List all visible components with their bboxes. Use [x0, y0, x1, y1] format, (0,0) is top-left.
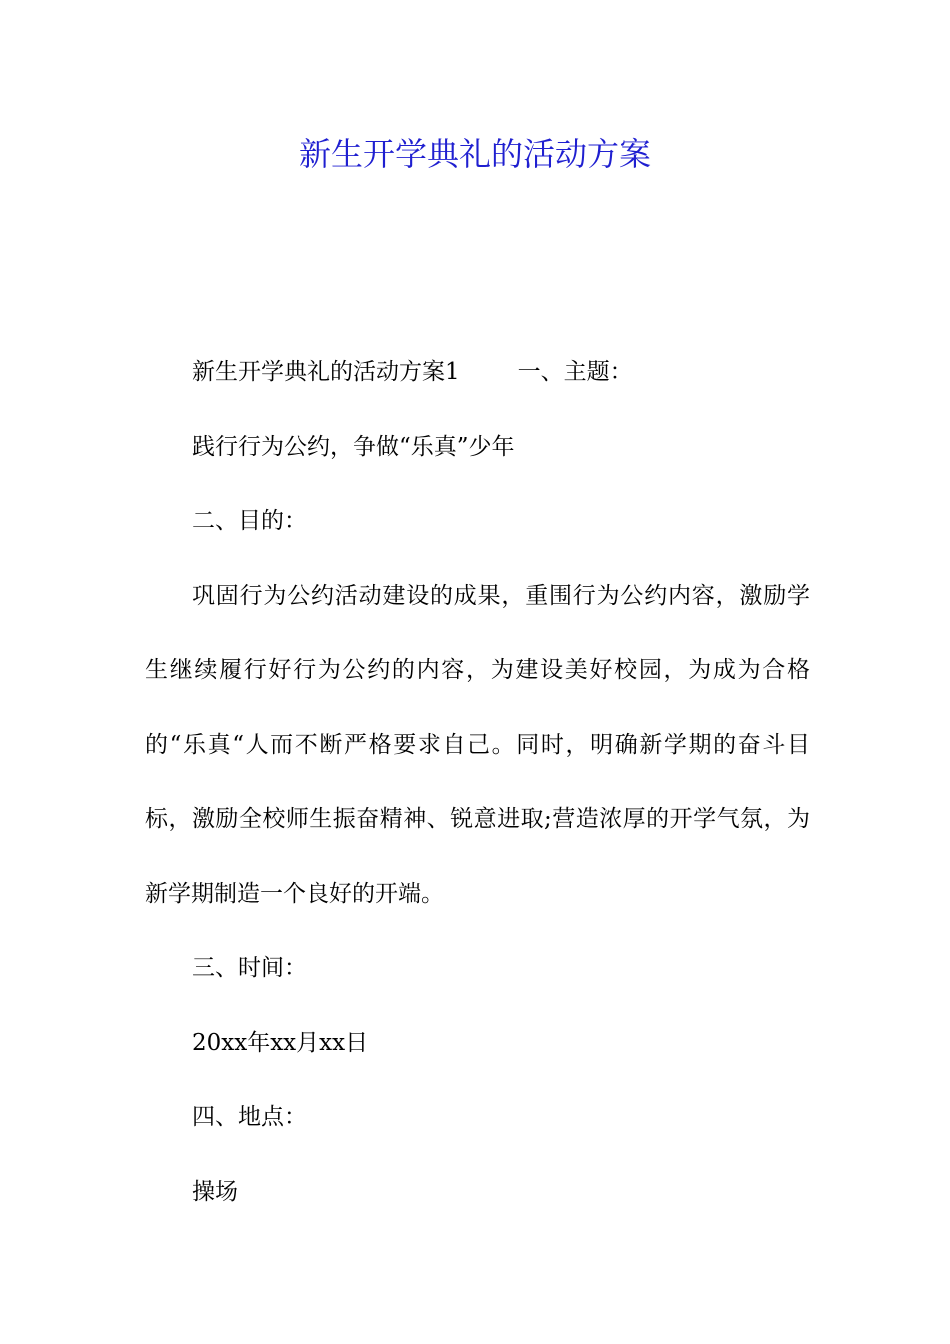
section-theme-heading: 一、主题： — [517, 359, 633, 385]
theme-text: 践行行为公约，争做“乐真”少年 — [192, 433, 515, 460]
purpose-text: 巩固行为公约活动建设的成果，重围行为公约内容，激励学生继续履行好行为公约的内容，为建设美好校园，为成为合格的“乐真“人而不断严格要求自己。同时，明确新学期的奋斗目标，激励全校师生振奋精神、锐意进取;营造浓厚的开学气氛，为新学期制造一个良好的开端。 — [145, 582, 810, 907]
document-body — [145, 335, 810, 1229]
plan-heading: 新生开学典礼的活动方案1 — [192, 359, 460, 385]
time-text: 20xx年xx月xx日 — [192, 1029, 369, 1056]
first-line — [145, 335, 810, 410]
section-purpose-heading: 二、目的： — [192, 508, 307, 534]
location-text: 操场 — [192, 1178, 238, 1205]
section-location-heading: 四、地点： — [192, 1104, 307, 1130]
section-time-heading: 三、时间： — [192, 955, 307, 981]
document-title: 新生开学典礼的活动方案 — [298, 135, 651, 173]
